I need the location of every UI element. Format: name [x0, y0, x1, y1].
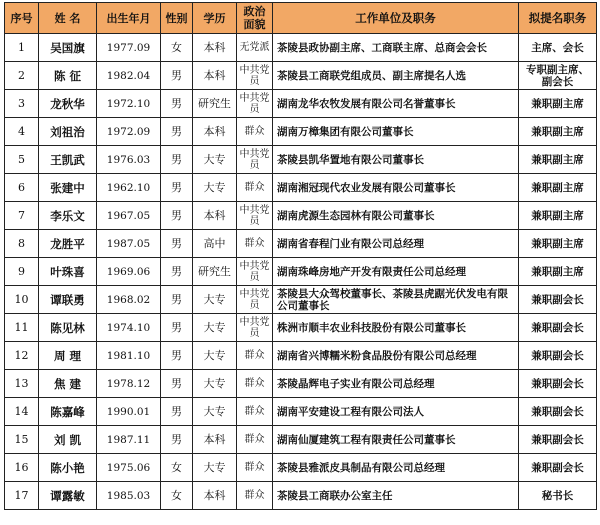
- cell-politics: 中共党员: [237, 202, 273, 230]
- table-row: [5, 314, 597, 342]
- cell-edu: 本科: [193, 62, 237, 90]
- cell-name: 王凯武: [39, 146, 97, 174]
- cell-edu: 大专: [193, 286, 237, 314]
- cell-sex: 女: [161, 34, 193, 62]
- cell-politics: 中共党员: [237, 146, 273, 174]
- cell-sex: 女: [161, 482, 193, 510]
- cell-politics: 群众: [237, 454, 273, 482]
- cell-birth: 1978.12: [97, 370, 161, 398]
- cell-seq: 9: [5, 258, 39, 286]
- cell-work: 茶陵县工商联办公室主任: [273, 482, 519, 510]
- cell-sex: 男: [161, 230, 193, 258]
- cell-post: 秘书长: [519, 482, 597, 510]
- cell-birth: 1977.09: [97, 34, 161, 62]
- cell-post: 兼职副主席: [519, 118, 597, 146]
- table-row: [5, 258, 597, 286]
- header-row: [5, 3, 597, 34]
- cell-edu: 大专: [193, 454, 237, 482]
- cell-edu: 研究生: [193, 258, 237, 286]
- cell-post: 兼职副主席: [519, 146, 597, 174]
- cell-name: 李乐文: [39, 202, 97, 230]
- cell-post: 兼职副会长: [519, 398, 597, 426]
- table-row: [5, 34, 597, 62]
- table-row: [5, 426, 597, 454]
- cell-work: 湖南省春程门业有限公司总经理: [273, 230, 519, 258]
- table-row: [5, 286, 597, 314]
- cell-work: 湖南平安建设工程有限公司法人: [273, 398, 519, 426]
- cell-birth: 1968.02: [97, 286, 161, 314]
- cell-edu: 大专: [193, 146, 237, 174]
- cell-post: 兼职副会长: [519, 454, 597, 482]
- cell-work: 湖南湘冠现代农业发展有限公司董事长: [273, 174, 519, 202]
- cell-name: 吴国旗: [39, 34, 97, 62]
- cell-sex: 男: [161, 398, 193, 426]
- cell-name: 陈嘉峰: [39, 398, 97, 426]
- table-row: [5, 482, 597, 510]
- cell-sex: 男: [161, 370, 193, 398]
- cell-name: 谭联勇: [39, 286, 97, 314]
- cell-sex: 男: [161, 202, 193, 230]
- cell-seq: 12: [5, 342, 39, 370]
- header-edu: 学历: [193, 3, 237, 34]
- cell-work: 茶陵县政协副主席、工商联主席、总商会会长: [273, 34, 519, 62]
- cell-seq: 6: [5, 174, 39, 202]
- table-row: [5, 90, 597, 118]
- cell-seq: 17: [5, 482, 39, 510]
- table-row: [5, 454, 597, 482]
- cell-politics: 中共党员: [237, 286, 273, 314]
- nominee-table-wrapper: [4, 2, 597, 510]
- cell-edu: 大专: [193, 398, 237, 426]
- cell-post: 主席、会长: [519, 34, 597, 62]
- cell-seq: 1: [5, 34, 39, 62]
- cell-work: 茶陵县凯华置地有限公司董事长: [273, 146, 519, 174]
- table-row: [5, 62, 597, 90]
- cell-edu: 大专: [193, 314, 237, 342]
- cell-work: 湖南仙厦建筑工程有限责任公司董事长: [273, 426, 519, 454]
- cell-edu: 大专: [193, 370, 237, 398]
- cell-work: 茶陵县大众驾校董事长、茶陵县虎踞光伏发电有限公司董事长: [273, 286, 519, 314]
- cell-birth: 1981.10: [97, 342, 161, 370]
- cell-politics: 群众: [237, 118, 273, 146]
- cell-work: 茶陵晶辉电子实业有限公司总经理: [273, 370, 519, 398]
- cell-birth: 1967.05: [97, 202, 161, 230]
- cell-post: 兼职副主席: [519, 258, 597, 286]
- cell-birth: 1987.05: [97, 230, 161, 258]
- cell-sex: 女: [161, 454, 193, 482]
- cell-politics: 群众: [237, 370, 273, 398]
- cell-post: 兼职副会长: [519, 426, 597, 454]
- cell-edu: 本科: [193, 202, 237, 230]
- cell-seq: 14: [5, 398, 39, 426]
- cell-edu: 本科: [193, 34, 237, 62]
- cell-edu: 大专: [193, 342, 237, 370]
- header-post: 拟提名职务: [519, 3, 597, 34]
- cell-birth: 1969.06: [97, 258, 161, 286]
- table-row: [5, 230, 597, 258]
- cell-birth: 1990.01: [97, 398, 161, 426]
- cell-politics: 群众: [237, 342, 273, 370]
- cell-seq: 8: [5, 230, 39, 258]
- cell-name: 陈 征: [39, 62, 97, 90]
- cell-work: 湖南万樟集团有限公司董事长: [273, 118, 519, 146]
- cell-politics: 群众: [237, 398, 273, 426]
- cell-politics: 群众: [237, 482, 273, 510]
- table-row: [5, 146, 597, 174]
- cell-seq: 3: [5, 90, 39, 118]
- cell-name: 谭露敏: [39, 482, 97, 510]
- cell-sex: 男: [161, 258, 193, 286]
- cell-politics: 无党派: [237, 34, 273, 62]
- cell-work: 湖南省兴博糯米粉食品股份有限公司总经理: [273, 342, 519, 370]
- cell-name: 龙胜平: [39, 230, 97, 258]
- cell-post: 专职副主席、副会长: [519, 62, 597, 90]
- cell-name: 叶珠喜: [39, 258, 97, 286]
- cell-work: 湖南珠峰房地产开发有限责任公司总经理: [273, 258, 519, 286]
- header-work: 工作单位及职务: [273, 3, 519, 34]
- cell-post: 兼职副主席: [519, 174, 597, 202]
- cell-post: 兼职副会长: [519, 342, 597, 370]
- cell-politics: 中共党员: [237, 62, 273, 90]
- cell-politics: 中共党员: [237, 90, 273, 118]
- cell-post: 兼职副主席: [519, 230, 597, 258]
- cell-birth: 1972.10: [97, 90, 161, 118]
- cell-seq: 10: [5, 286, 39, 314]
- cell-seq: 7: [5, 202, 39, 230]
- cell-sex: 男: [161, 314, 193, 342]
- cell-sex: 男: [161, 286, 193, 314]
- cell-birth: 1976.03: [97, 146, 161, 174]
- header-seq: 序号: [5, 3, 39, 34]
- cell-seq: 5: [5, 146, 39, 174]
- cell-sex: 男: [161, 118, 193, 146]
- cell-work: 株洲市顺丰农业科技股份有限公司董事长: [273, 314, 519, 342]
- cell-edu: 本科: [193, 426, 237, 454]
- table-row: [5, 342, 597, 370]
- cell-post: 兼职副主席: [519, 202, 597, 230]
- cell-sex: 男: [161, 426, 193, 454]
- nominee-table: [4, 2, 597, 510]
- table-row: [5, 370, 597, 398]
- cell-post: 兼职副会长: [519, 370, 597, 398]
- cell-sex: 男: [161, 90, 193, 118]
- cell-seq: 4: [5, 118, 39, 146]
- cell-edu: 本科: [193, 118, 237, 146]
- table-body: [5, 34, 597, 510]
- cell-name: 刘祖治: [39, 118, 97, 146]
- cell-sex: 男: [161, 342, 193, 370]
- cell-birth: 1962.10: [97, 174, 161, 202]
- table-row: [5, 202, 597, 230]
- table-row: [5, 174, 597, 202]
- cell-politics: 群众: [237, 174, 273, 202]
- cell-edu: 大专: [193, 174, 237, 202]
- cell-name: 陈小艳: [39, 454, 97, 482]
- cell-seq: 11: [5, 314, 39, 342]
- cell-politics: 群众: [237, 230, 273, 258]
- cell-birth: 1975.06: [97, 454, 161, 482]
- cell-politics: 中共党员: [237, 314, 273, 342]
- cell-birth: 1972.09: [97, 118, 161, 146]
- cell-birth: 1982.04: [97, 62, 161, 90]
- cell-seq: 2: [5, 62, 39, 90]
- cell-work: 湖南龙华农牧发展有限公司名誉董事长: [273, 90, 519, 118]
- cell-sex: 男: [161, 62, 193, 90]
- cell-work: 茶陵县雅派皮具制品有限公司总经理: [273, 454, 519, 482]
- cell-politics: 中共党员: [237, 258, 273, 286]
- cell-name: 焦 建: [39, 370, 97, 398]
- cell-post: 兼职副会长: [519, 286, 597, 314]
- cell-edu: 本科: [193, 482, 237, 510]
- table-row: [5, 398, 597, 426]
- header-birth: 出生年月: [97, 3, 161, 34]
- cell-seq: 13: [5, 370, 39, 398]
- header-sex: 性别: [161, 3, 193, 34]
- cell-politics: 群众: [237, 426, 273, 454]
- cell-work: 湖南虎源生态园林有限公司董事长: [273, 202, 519, 230]
- cell-seq: 15: [5, 426, 39, 454]
- cell-name: 龙秋华: [39, 90, 97, 118]
- cell-edu: 高中: [193, 230, 237, 258]
- cell-name: 周 理: [39, 342, 97, 370]
- header-name: 姓 名: [39, 3, 97, 34]
- cell-post: 兼职副会长: [519, 314, 597, 342]
- cell-birth: 1985.03: [97, 482, 161, 510]
- cell-sex: 男: [161, 174, 193, 202]
- cell-birth: 1987.11: [97, 426, 161, 454]
- cell-name: 陈见林: [39, 314, 97, 342]
- header-politics: 政治面貌: [237, 3, 273, 34]
- cell-seq: 16: [5, 454, 39, 482]
- cell-name: 刘 凯: [39, 426, 97, 454]
- cell-work: 茶陵县工商联党组成员、副主席提名人选: [273, 62, 519, 90]
- cell-edu: 研究生: [193, 90, 237, 118]
- cell-post: 兼职副主席: [519, 90, 597, 118]
- table-row: [5, 118, 597, 146]
- cell-name: 张建中: [39, 174, 97, 202]
- cell-sex: 男: [161, 146, 193, 174]
- cell-birth: 1974.10: [97, 314, 161, 342]
